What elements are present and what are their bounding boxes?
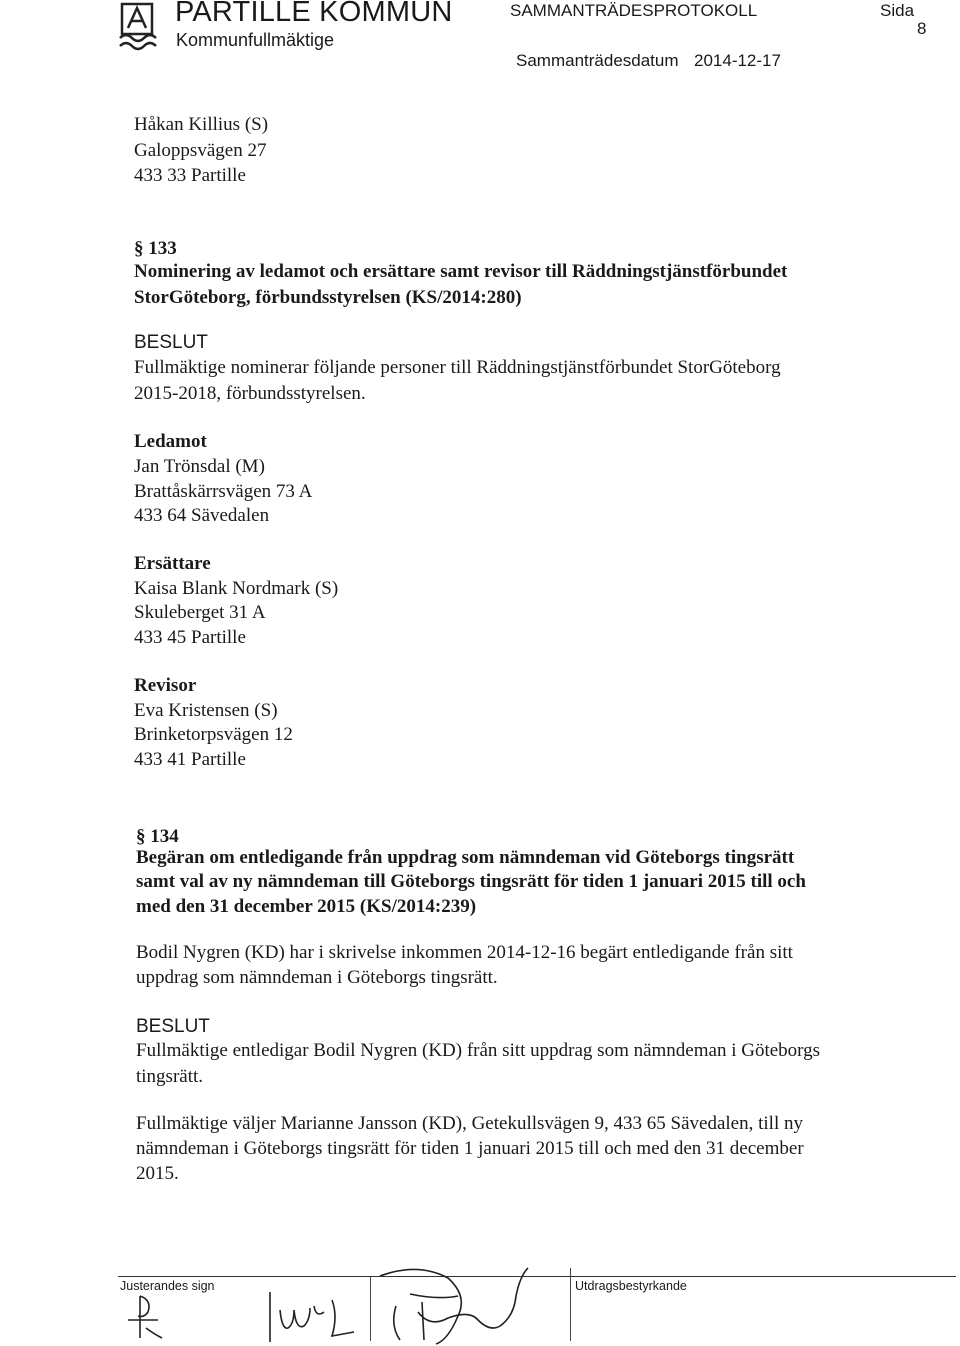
address-line: Galoppsvägen 27: [134, 140, 267, 161]
signature-2: [270, 1292, 354, 1342]
revisor-line: Eva Kristensen (S): [134, 700, 278, 721]
val-text-line: nämndeman i Göteborgs tingsrätt för tiden 1 januari 2015 till och med den 31 december: [136, 1138, 804, 1159]
utdragsbestyrkande-label: Utdragsbestyrkande: [575, 1279, 687, 1293]
justerandes-sign-label: Justerandes sign: [120, 1279, 215, 1293]
ersattare-heading: Ersättare: [134, 553, 211, 574]
ledamot-line: Brattåskärrsvägen 73 A: [134, 481, 313, 502]
beslut-heading: BESLUT: [134, 332, 208, 353]
beslut-text-line: tingsrätt.: [136, 1066, 204, 1087]
signature-3: [380, 1268, 528, 1344]
coat-of-arms-logo: [118, 2, 168, 54]
signature-initials-1: [128, 1296, 162, 1338]
val-text-line: 2015.: [136, 1163, 179, 1184]
section-number: § 134: [136, 826, 179, 847]
address-line: Håkan Killius (S): [134, 114, 269, 135]
organization-name: PARTILLE KOMMUN: [175, 0, 453, 28]
section-title-line: Begäran om entledigande från uppdrag som nämndeman vid Göteborgs tingsrätt: [136, 847, 795, 868]
section-title-line: samt val av ny nämndeman till Göteborgs tingsrätt för tiden 1 januari 2015 till och: [136, 871, 806, 892]
document-type: SAMMANTRÄDESPROTOKOLL: [510, 1, 758, 20]
body-text-line: uppdrag som nämndeman i Göteborgs tingsrätt.: [136, 967, 498, 988]
ledamot-line: 433 64 Sävedalen: [134, 505, 270, 526]
ledamot-line: Jan Trönsdal (M): [134, 456, 265, 477]
ledamot-heading: Ledamot: [134, 431, 207, 452]
page-label: Sida: [880, 1, 915, 20]
meeting-date-value: 2014-12-17: [694, 51, 781, 70]
section-title-line: med den 31 december 2015 (KS/2014:239): [136, 896, 477, 917]
beslut-text-line: Fullmäktige nominerar följande personer till Räddningstjänstförbundet StorGöteborg: [134, 357, 781, 378]
page-number: 8: [917, 19, 927, 38]
body-text-line: Bodil Nygren (KD) har i skrivelse inkommen 2014-12-16 begärt entledigande från sitt: [136, 942, 793, 963]
ersattare-line: Skuleberget 31 A: [134, 602, 266, 623]
section-number: § 133: [134, 238, 177, 259]
address-line: 433 33 Partille: [134, 165, 246, 186]
handwritten-signatures: [118, 1256, 578, 1346]
revisor-line: Brinketorpsvägen 12: [134, 724, 293, 745]
revisor-line: 433 41 Partille: [134, 749, 246, 770]
val-text-line: Fullmäktige väljer Marianne Jansson (KD), Getekullsvägen 9, 433 65 Sävedalen, till ny: [136, 1113, 803, 1134]
meeting-date-label: Sammanträdesdatum: [516, 51, 679, 70]
beslut-text-line: Fullmäktige entledigar Bodil Nygren (KD) från sitt uppdrag som nämndeman i Göteborgs: [136, 1040, 821, 1061]
section-title-line: Nominering av ledamot och ersättare samt revisor till Räddningstjänstförbundet: [134, 261, 788, 282]
revisor-heading: Revisor: [134, 675, 197, 696]
ersattare-line: 433 45 Partille: [134, 627, 246, 648]
beslut-text-line: 2015-2018, förbundsstyrelsen.: [134, 383, 366, 404]
organization-body: Kommunfullmäktige: [176, 30, 335, 50]
section-title-line: StorGöteborg, förbundsstyrelsen (KS/2014:280): [134, 287, 522, 308]
beslut-heading: BESLUT: [136, 1016, 210, 1037]
ersattare-line: Kaisa Blank Nordmark (S): [134, 578, 339, 599]
